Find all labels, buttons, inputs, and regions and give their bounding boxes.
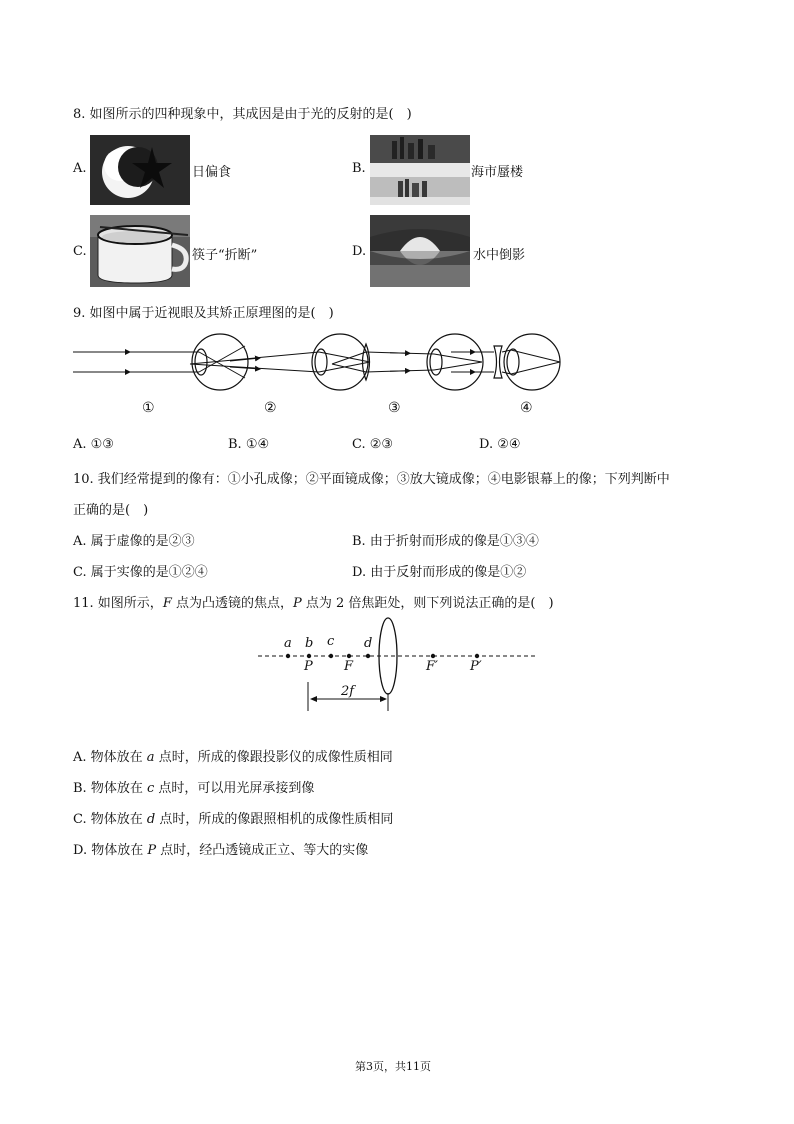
- eye-label-4: ④: [520, 400, 533, 416]
- q11-option-d-pre: D. 物体放在: [73, 843, 148, 858]
- point-b: [307, 654, 311, 658]
- eye-diagram-1: [73, 334, 248, 390]
- point-p-prime: [475, 654, 479, 658]
- q10-stem-line1: 10. 我们经常提到的像有：①小孔成像；②平面镜成像；③放大镜成像；④电影银幕上的像；下列判断中: [73, 472, 670, 487]
- point-f: [347, 654, 351, 658]
- label-f-prime: F′: [426, 659, 438, 674]
- q9-stem: 9. 如图中属于近视眼及其矫正原理图的是( ): [73, 306, 334, 321]
- q8-option-c-letter: C.: [73, 244, 87, 259]
- eye-label-1: ①: [142, 400, 155, 416]
- q8-option-c-text: 筷子“折断”: [192, 248, 258, 263]
- point-c: [329, 654, 333, 658]
- label-p: P: [304, 659, 313, 674]
- label-a: a: [284, 636, 292, 651]
- label-d: d: [364, 636, 373, 651]
- q11-option-b-pre: B. 物体放在: [73, 781, 147, 796]
- label-f: F: [344, 659, 354, 674]
- label-c: c: [327, 634, 335, 649]
- q8-option-d-letter: D.: [352, 244, 367, 259]
- bridge-reflection-photo: [370, 215, 470, 287]
- label-p-prime: P′: [470, 659, 482, 674]
- q10-option-d: D. 由于反射而形成的像是①②: [352, 565, 527, 580]
- chopsticks-in-cup-photo: [90, 215, 190, 287]
- q8-option-b-letter: B.: [352, 161, 366, 176]
- q8-option-a-text: 日偏食: [192, 165, 232, 180]
- q10-option-c: C. 属于实像的是①②④: [73, 565, 208, 580]
- point-d: [366, 654, 370, 658]
- point-a: [286, 654, 290, 658]
- q11-stem-var-p: P: [292, 596, 302, 611]
- q11-option-c: [73, 808, 393, 827]
- q11-option-d-post: 点时，经凸透镜成正立、等大的实像: [156, 843, 369, 858]
- q8-option-b-text: 海市蜃楼: [471, 165, 524, 180]
- q11-stem-mid2: 点为 2 倍焦距处，则下列说法正确的是( ): [301, 596, 554, 611]
- label-2f: 2f: [341, 684, 355, 699]
- q11-option-c-pre: C. 物体放在: [73, 812, 147, 827]
- convex-lens-diagram: [255, 615, 540, 715]
- q11-option-a-post: 点时，所成的像跟投影仪的成像性质相同: [154, 750, 393, 765]
- q11-stem-mid1: 点为凸透镜的焦点，: [171, 596, 293, 611]
- q11-option-b: [73, 777, 314, 796]
- label-b: b: [305, 636, 314, 651]
- q11-option-a-var: a: [146, 750, 155, 765]
- q11-option-a: [73, 746, 393, 765]
- mirage-photo: [370, 135, 470, 205]
- q10-option-a: A. 属于虚像的是②③: [73, 534, 195, 549]
- q11-option-d-var: P: [147, 843, 157, 858]
- eye-label-3: ③: [388, 400, 401, 416]
- q8-stem: 8. 如图所示的四种现象中，其成因是由于光的反射的是( ): [73, 107, 412, 122]
- q8-option-a-letter: A.: [73, 161, 87, 176]
- q9-option-b: B. ①④: [228, 437, 270, 452]
- eye-label-2: ②: [264, 400, 277, 416]
- q11-stem: [73, 592, 554, 611]
- q10-option-b: B. 由于折射而形成的像是①③④: [352, 534, 539, 549]
- q8-option-d-text: 水中倒影: [473, 248, 526, 263]
- page-footer: 第3页，共11页: [355, 1060, 431, 1073]
- eye-diagram-4: [451, 334, 560, 390]
- q11-option-c-post: 点时，所成的像跟照相机的成像性质相同: [155, 812, 394, 827]
- eye-diagram-3: [332, 334, 483, 390]
- solar-eclipse-photo: [90, 135, 190, 205]
- q9-option-a: A. ①③: [73, 437, 114, 452]
- q9-option-c: C. ②③: [352, 437, 394, 452]
- q11-stem-pre: 11. 如图所示，: [73, 596, 163, 611]
- q11-stem-var-f: F: [162, 596, 172, 611]
- q10-stem-line2: 正确的是( ): [73, 503, 149, 518]
- q9-option-d: D. ②④: [479, 437, 521, 452]
- q11-option-c-var: d: [146, 812, 156, 827]
- point-f-prime: [431, 654, 435, 658]
- q11-option-b-post: 点时，可以用光屏承接到像: [154, 781, 315, 796]
- q11-option-d: [73, 839, 368, 858]
- q11-option-a-pre: A. 物体放在: [73, 750, 147, 765]
- q11-option-b-var: c: [146, 781, 155, 796]
